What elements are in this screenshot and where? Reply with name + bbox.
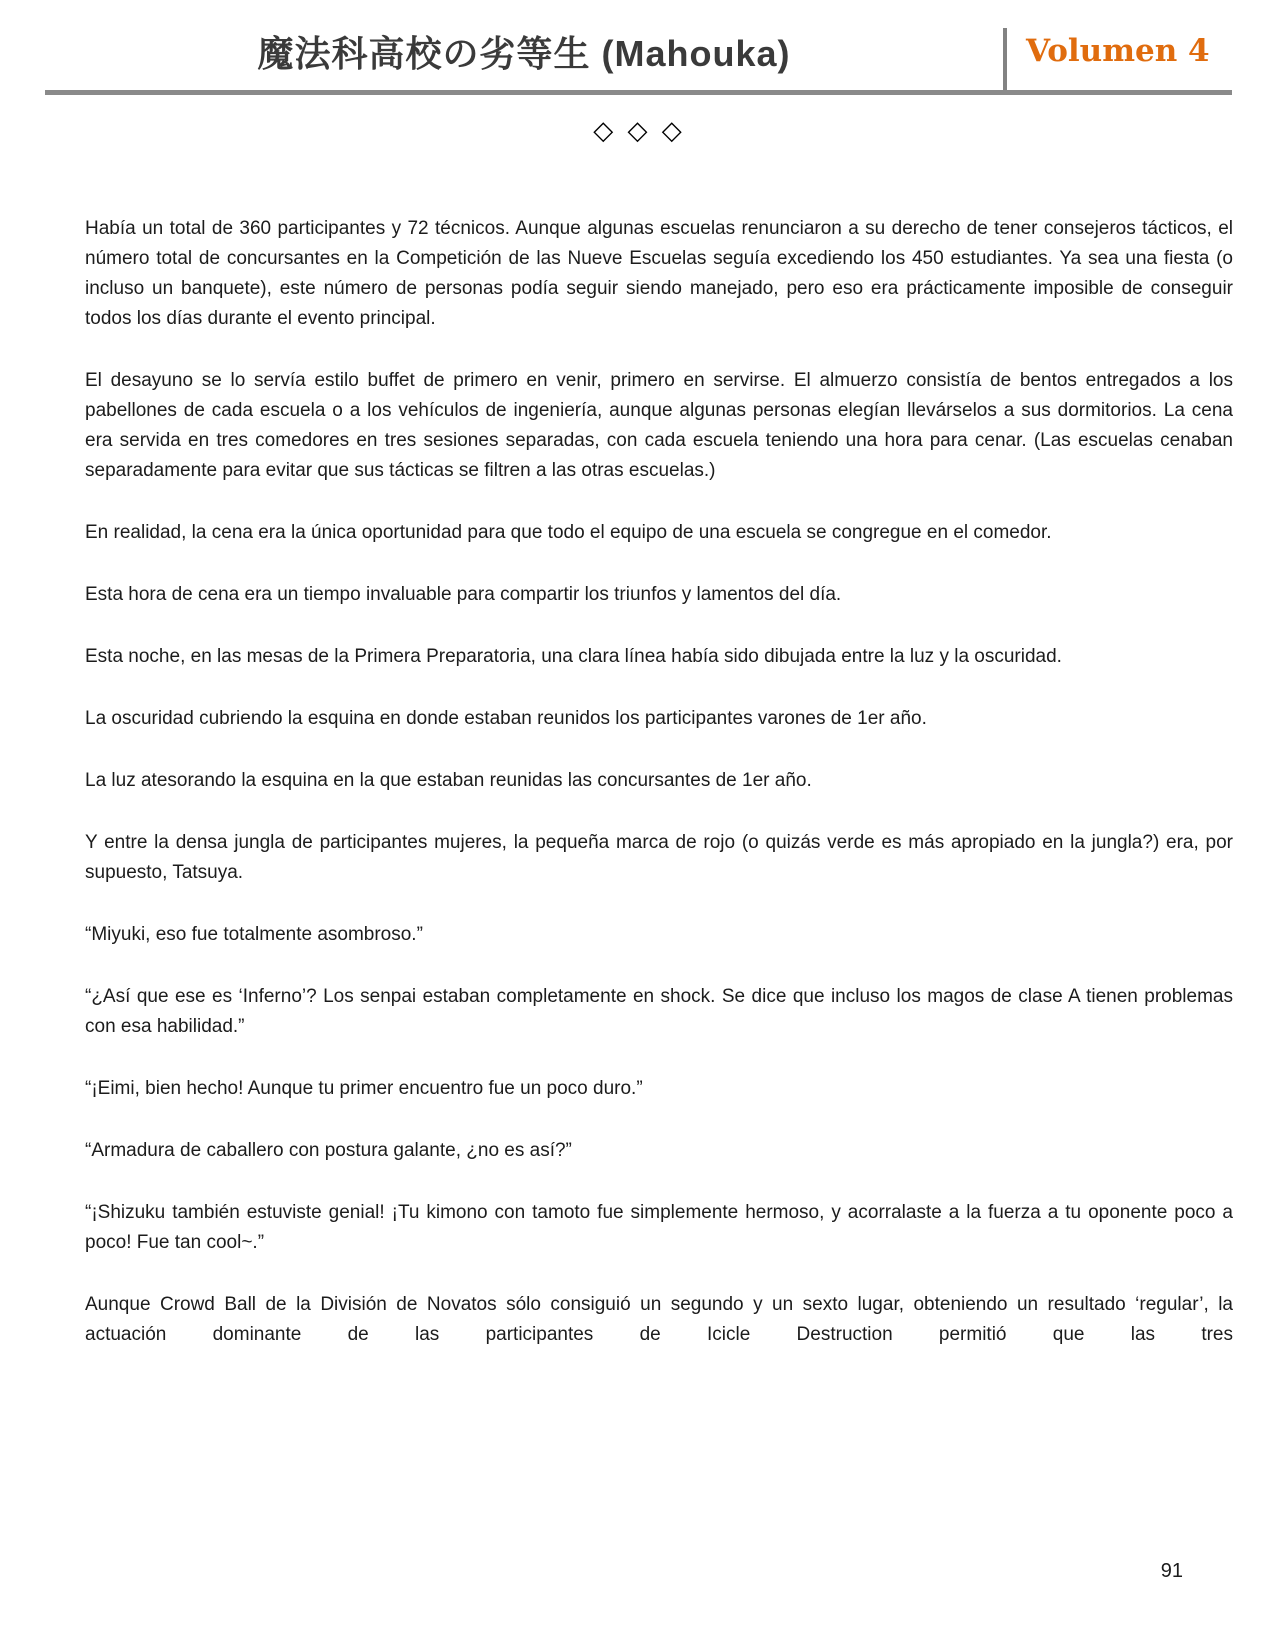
dialogue-line: “¡Eimi, bien hecho! Aunque tu primer encuentro fue un poco duro.”	[85, 1078, 643, 1099]
header-vertical-divider	[1003, 28, 1007, 90]
scene-break-symbols: ◇ ◇ ◇	[593, 116, 682, 146]
paragraph: La oscuridad cubriendo la esquina en donde estaban reunidos los participantes varones de 1er año.	[85, 708, 927, 729]
header-rule	[45, 90, 1232, 95]
dialogue-line: “¡Shizuku también estuviste genial! ¡Tu kimono con tamoto fue simplemente hermoso, y acorralaste a la fuerza a tu oponente poco a poco! Fue tan cool~.”	[85, 1202, 1233, 1253]
dialogue-line: “Miyuki, eso fue totalmente asombroso.”	[85, 924, 423, 945]
page-header-title: 魔法科高校の劣等生 (Mahouka)	[257, 33, 791, 74]
paragraph: Había un total de 360 participantes y 72 técnicos. Aunque algunas escuelas renunciaron a su derecho de tener consejeros tácticos, el número total de concursantes en la Competición de las Nueve Escuelas seguía excediendo los 450 estudiantes. Ya sea una fiesta (o incluso un banquete), este número de personas podía seguir siendo manejado, pero eso era prácticamente imposible de conseguir todos los días durante el evento principal.	[85, 218, 1233, 329]
paragraph: Aunque Crowd Ball de la División de Novatos sólo consiguió un segundo y un sexto lugar, obteniendo un resultado ‘regular’, la actuación dominante de las participantes de Icicle Destruction permitió que las tres	[85, 1294, 1233, 1345]
paragraph: La luz atesorando la esquina en la que estaban reunidas las concursantes de 1er año.	[85, 770, 812, 791]
paragraph: Esta hora de cena era un tiempo invaluable para compartir los triunfos y lamentos del día.	[85, 584, 842, 605]
paragraph: Esta noche, en las mesas de la Primera Preparatoria, una clara línea había sido dibujada entre la luz y la oscuridad.	[85, 646, 1062, 667]
page-number: 91	[1160, 1560, 1183, 1582]
dialogue-line: “¿Así que ese es ‘Inferno’? Los senpai estaban completamente en shock. Se dice que incluso los magos de clase A tienen problemas con esa habilidad.”	[85, 986, 1233, 1037]
volume-label: Volumen 4	[1026, 33, 1210, 69]
dialogue-line: “Armadura de caballero con postura galante, ¿no es así?”	[85, 1140, 572, 1161]
paragraph: Y entre la densa jungla de participantes mujeres, la pequeña marca de rojo (o quizás verde es más apropiado en la jungla?) era, por supuesto, Tatsuya.	[85, 832, 1233, 883]
paragraph: El desayuno se lo servía estilo buffet de primero en venir, primero en servirse. El almuerzo consistía de bentos entregados a los pabellones de cada escuela o a los vehículos de ingeniería, aunque algunas personas elegían llevárselos a sus dormitorios. La cena era servida en tres comedores en tres sesiones separadas, con cada escuela teniendo una hora para cenar. (Las escuelas cenaban separadamente para evitar que sus tácticas se filtren a las otras escuelas.)	[85, 370, 1233, 481]
body-text	[85, 214, 1233, 1382]
paragraph: En realidad, la cena era la única oportunidad para que todo el equipo de una escuela se congregue en el comedor.	[85, 522, 1052, 543]
